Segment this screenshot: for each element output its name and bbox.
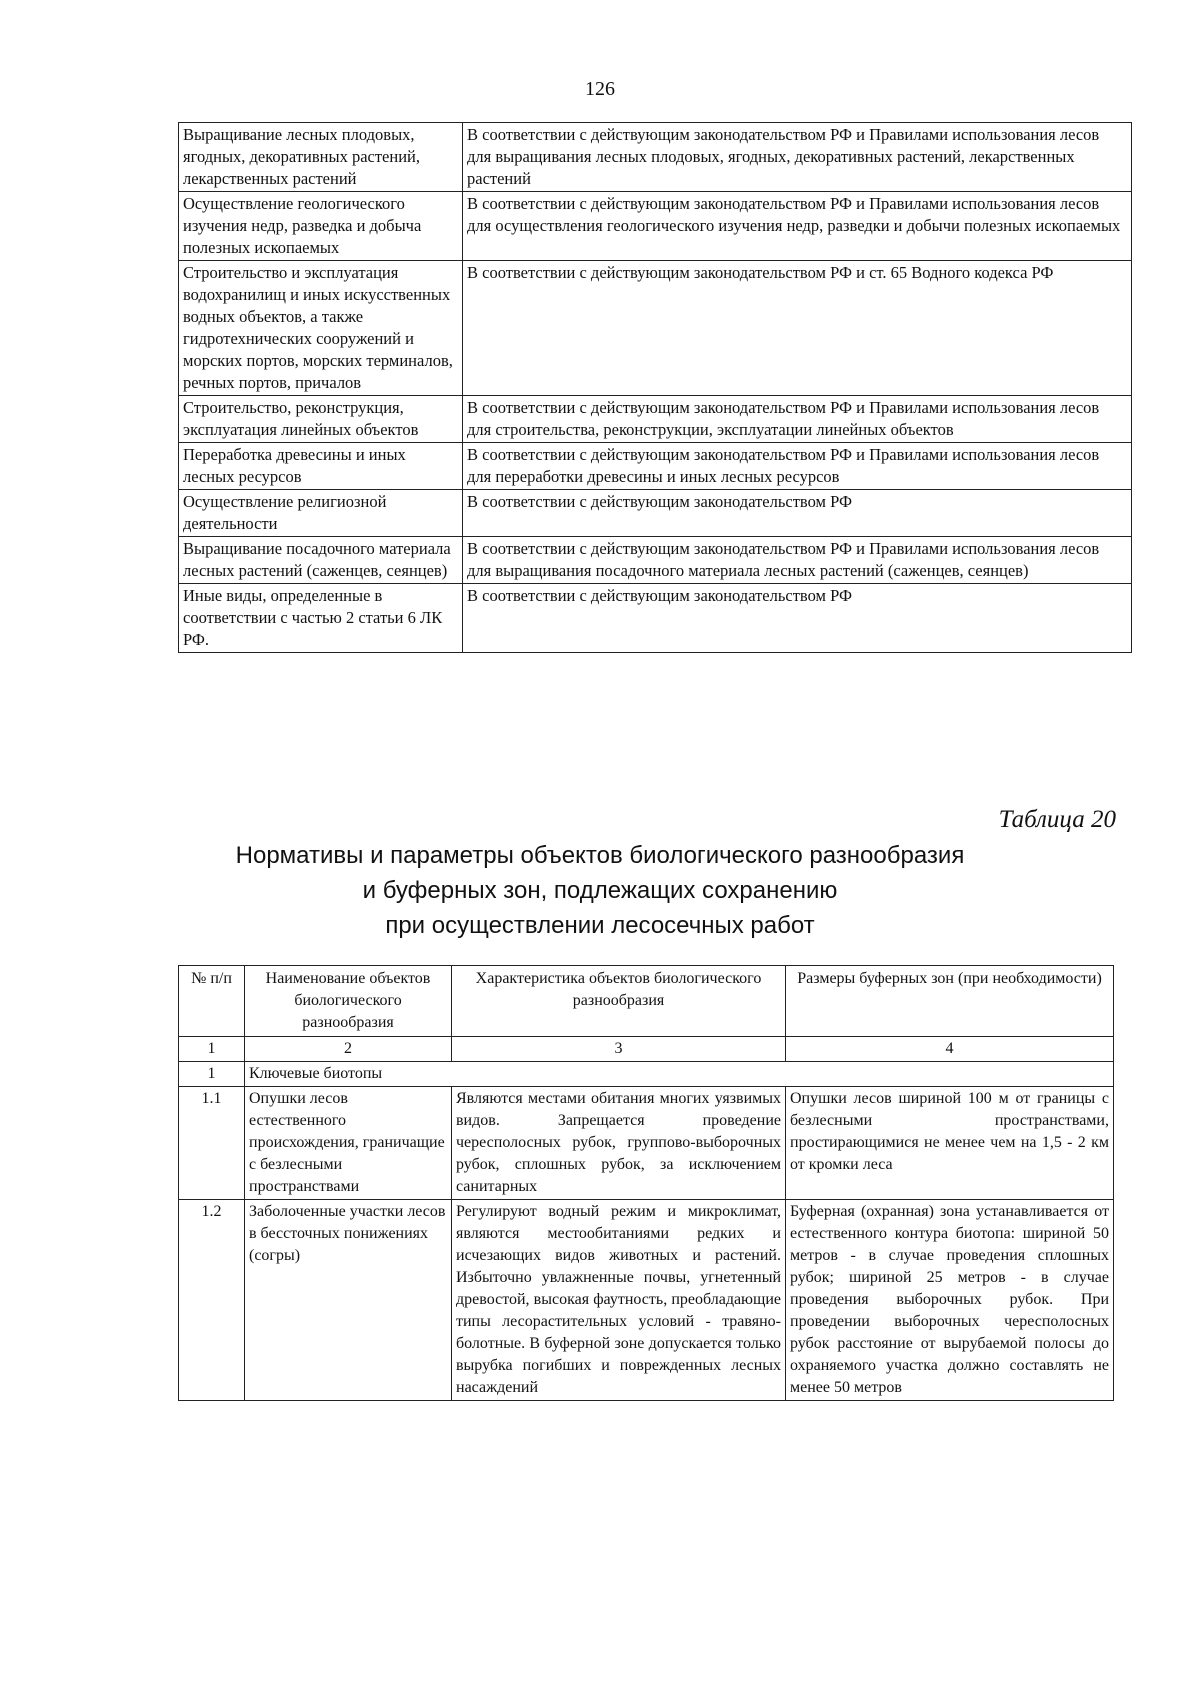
section-label: Ключевые биотопы [245,1062,1114,1087]
table-title-line: Нормативы и параметры объектов биологического разнообразия [235,842,965,869]
column-number-row [179,1037,1114,1062]
row-name: Заболоченные участки лесов в бессточных понижениях (согры) [245,1200,452,1401]
table-caption: Таблица 20 [998,806,1116,833]
header-characteristic: Характеристика объектов биологического разнообразия [452,966,786,1037]
rule-cell: В соответствии с действующим законодательством РФ и Правилами использования лесов для переработки древесины и иных лесных ресурсов [463,443,1132,490]
rule-cell: В соответствии с действующим законодательством РФ [463,584,1132,653]
header-buffer: Размеры буферных зон (при необходимости) [786,966,1114,1037]
row-name: Опушки лесов естественного происхождения, граничащие с безлесными пространствами [245,1087,452,1200]
rule-cell: В соответствии с действующим законодательством РФ и Правилами использования лесов для выращивания посадочного материала лесных растений (саженцев, сеянцев) [463,537,1132,584]
page-number: 126 [585,78,615,100]
rule-cell: В соответствии с действующим законодательством РФ [463,490,1132,537]
header-num: № п/п [179,966,245,1037]
table-title-line: и буферных зон, подлежащих сохранению [362,877,838,904]
activity-cell: Иные виды, определенные в соответствии с частью 2 статьи 6 ЛК РФ. [179,584,463,653]
table-row [179,261,1132,396]
table-row [179,1200,1114,1401]
activity-cell: Переработка древесины и иных лесных ресурсов [179,443,463,490]
activity-cell: Строительство, реконструкция, эксплуатация линейных объектов [179,396,463,443]
activity-cell: Выращивание посадочного материала лесных растений (саженцев, сеянцев) [179,537,463,584]
rule-cell: В соответствии с действующим законодательством РФ и Правилами использования лесов для осуществления геологического изучения недр, разведки и добычи полезных ископаемых [463,192,1132,261]
table-row [179,123,1132,192]
table-row [179,584,1132,653]
rule-cell: В соответствии с действующим законодательством РФ и Правилами использования лесов для выращивания лесных плодовых, ягодных, декоративных растений, лекарственных растений [463,123,1132,192]
table-row [179,192,1132,261]
column-number: 1 [179,1037,245,1062]
row-buffer: Опушки лесов шириной 100 м от границы с безлесными пространствами, простирающимися не менее чем на 1,5 - 2 км от кромки леса [786,1087,1114,1200]
header-name: Наименование объектов биологического разнообразия [245,966,452,1037]
table-title-line: при осуществлении лесосечных работ [385,912,815,939]
activity-cell: Строительство и эксплуатация водохранилищ и иных искусственных водных объектов, а также гидротехнических сооружений и морских портов, морских терминалов, речных портов, причалов [179,261,463,396]
column-number: 4 [786,1037,1114,1062]
activity-cell: Осуществление геологического изучения недр, разведка и добыча полезных ископаемых [179,192,463,261]
table-row [179,537,1132,584]
header-row [179,966,1114,1037]
section-num: 1 [179,1062,245,1087]
table-row [179,1087,1114,1200]
row-characteristic: Являются местами обитания многих уязвимых видов. Запрещается проведение чересполосных рубок, группово-выборочных рубок, сплошных рубок, за исключением санитарных [452,1087,786,1200]
row-characteristic: Регулируют водный режим и микроклимат, являются местообитаниями редких и исчезающих видов животных и растений. Избыточно увлажненные почвы, угнетенный древостой, высокая фаутность, преобладающие типы лесорастительных условий - травяно-болотные. В буферной зоне допускается только вырубка погибших и поврежденных лесных насаждений [452,1200,786,1401]
table-row [179,490,1132,537]
biodiversity-table [178,965,1114,1401]
row-num: 1.2 [179,1200,245,1401]
table-row [179,396,1132,443]
forest-use-table [178,122,1132,653]
column-number: 3 [452,1037,786,1062]
activity-cell: Выращивание лесных плодовых, ягодных, декоративных растений, лекарственных растений [179,123,463,192]
rule-cell: В соответствии с действующим законодательством РФ и Правилами использования лесов для строительства, реконструкции, эксплуатации линейных объектов [463,396,1132,443]
row-num: 1.1 [179,1087,245,1200]
rule-cell: В соответствии с действующим законодательством РФ и ст. 65 Водного кодекса РФ [463,261,1132,396]
table-row [179,443,1132,490]
column-number: 2 [245,1037,452,1062]
activity-cell: Осуществление религиозной деятельности [179,490,463,537]
section-row [179,1062,1114,1087]
table-title [0,838,1200,943]
row-buffer: Буферная (охранная) зона устанавливается от естественного контура биотопа: шириной 50 метров - в случае проведения сплошных рубок; шириной 25 метров - в случае проведения выборочных рубок. При проведении выборочных чересполосных рубок расстояние от вырубаемой полосы до охраняемого участка должно составлять не менее 50 метров [786,1200,1114,1401]
